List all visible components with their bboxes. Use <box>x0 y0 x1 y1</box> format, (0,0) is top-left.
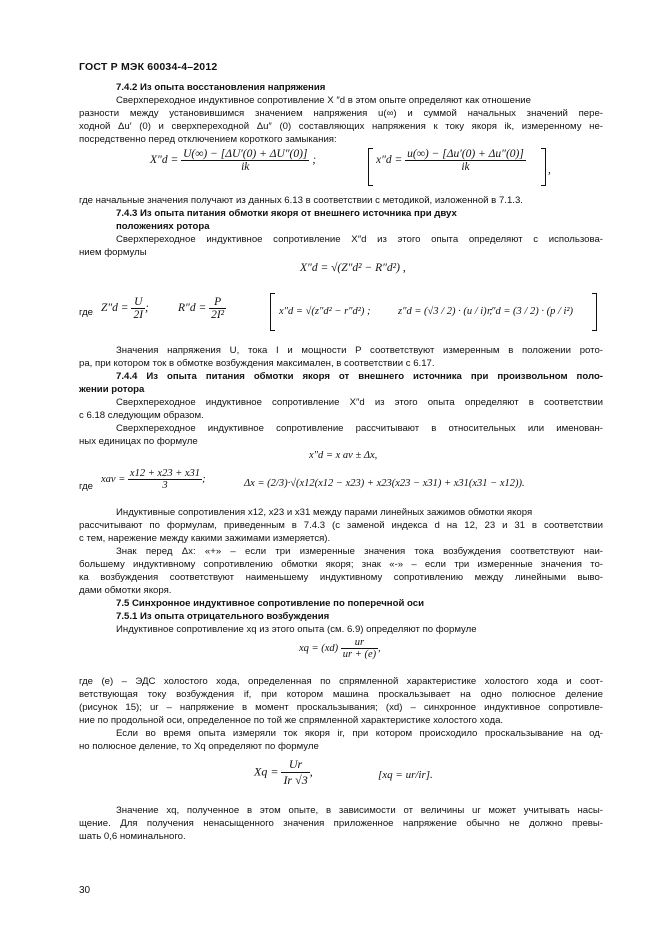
formula-fraction <box>131 296 145 321</box>
formula-denominator: ur + (e) <box>342 649 377 660</box>
formula-fraction <box>341 637 378 660</box>
paragraph-line: Сверхпереходное индуктивное сопротивление X″d из этого опыта определяют в соответствии <box>116 397 603 408</box>
paragraph-line: Сверхпереходное индуктивное сопротивление рассчитывают в относительных или именован- <box>116 423 603 434</box>
formula-numerator: Ur <box>281 757 309 773</box>
section-heading-7-5: 7.5 Синхронное индуктивное сопротивление по поперечной оси <box>116 598 424 609</box>
formula-denominator: 3 <box>162 480 168 491</box>
formula-fraction <box>128 468 202 491</box>
paragraph-line: ка возбуждения соответствуют наименьшему индуктивному сопротивлению между линейными выво- <box>79 572 603 583</box>
formula-xd-recovery <box>150 148 316 173</box>
paragraph-line: ходной Δu′ (0) и сверхпереходной Δu″ (0) составляющих напряжения к току якоря ik, измеренному не- <box>79 121 603 132</box>
formula-lhs: Xq = <box>254 764 279 779</box>
formula-fraction <box>181 148 309 173</box>
paragraph-line: но полюсное деление, то Xq определяют по формуле <box>79 741 319 752</box>
section-heading-7-4-2: 7.4.2 Из опыта восстановления напряжения <box>116 82 326 93</box>
formula-numerator: U <box>131 296 145 309</box>
formula-delta-x: Δx = (2/3)·√(x12(x12 − x23) + x23(x23 − x31) + x31(x31 − x12)). <box>244 478 525 489</box>
right-bracket <box>541 148 546 186</box>
formula-denominator: 2I <box>133 309 144 321</box>
formula-lhs: xav = <box>101 473 126 485</box>
paragraph-line: с 6.18 следующим образом. <box>79 410 204 421</box>
paragraph-line: ние по продольной оси, определенное по той же спрямленной характеристике холостого хода. <box>79 715 504 726</box>
formula-lhs: x″d = <box>376 154 403 167</box>
paragraph-line: рассчитывают по формулам, приведенным в 7.4.3 (с заменой индекса d на 12, 23 и 31 в соответствии <box>79 520 603 531</box>
section-heading-7-4-3: 7.4.3 Из опыта питания обмотки якоря от внешнего источника при двух <box>116 208 457 219</box>
formula-numerator: ur <box>341 637 378 649</box>
paragraph-line: Сверхпереходное индуктивное сопротивление X ″d в этом опыте определяют как отношение <box>116 95 532 106</box>
formula-lhs: R″d = <box>178 302 207 315</box>
paragraph-line: Значения напряжения U, тока I и мощности P соответствуют измеренным в положении рото- <box>116 345 603 356</box>
paragraph-line: посредственно перед отключением короткого замыкания: <box>79 134 337 145</box>
comma: , <box>378 642 381 654</box>
paragraph-line: дами обмотки якоря. <box>79 585 172 596</box>
comma: , <box>309 764 313 779</box>
formula-rd-pu: r″d = (3 / 2) · (p / i²) <box>487 306 574 317</box>
formula-tail: , <box>548 164 551 176</box>
paragraph-line: ветствующая току возбуждения if, при котором машина проскальзывает на одно полюсное деление <box>79 689 603 700</box>
formula-denominator: Ir √3 <box>283 773 308 787</box>
paragraph-line: Индуктивные сопротивления x12, x23 и x31 между парами линейных зажимов обмотки якоря <box>116 507 533 518</box>
paragraph-line: нием формулы <box>79 247 147 258</box>
paragraph-line: большему индуктивному сопротивлению обмотки якоря; знак «-» – если три измеренные значения то- <box>79 559 603 570</box>
formula-fraction <box>209 296 226 321</box>
paragraph-line: разности между установившимся значением напряжения u(∞) и суммой начальных значений пере- <box>79 108 603 119</box>
paragraph-line: щение. Для получения ненасыщенного значения приложенное напряжение обычно не должно превы- <box>79 818 603 829</box>
formula-numerator: u(∞) − [Δu′(0) + Δu″(0)] <box>407 148 524 160</box>
section-heading-7-5-1: 7.5.1 Из опыта отрицательного возбуждения <box>116 611 330 622</box>
formula-rd <box>178 296 226 321</box>
section-heading-7-4-4-cont: жении ротора <box>79 384 145 395</box>
formula-tail: ; <box>312 154 317 167</box>
formula-fraction <box>281 757 309 788</box>
where-label: где <box>79 481 94 492</box>
paragraph-line: ных единицах по формуле <box>79 436 198 447</box>
formula-zd <box>101 296 149 321</box>
formula-numerator: U(∞) − [ΔU′(0) + ΔU″(0)] <box>183 148 308 160</box>
formula-xd-pu: x″d = √(z″d² − r″d²) ; <box>279 306 371 317</box>
formula-xd-recovery-pu <box>376 148 526 173</box>
page-number: 30 <box>79 885 91 896</box>
left-bracket <box>368 148 373 186</box>
right-bracket <box>592 293 597 331</box>
formula-xd-average: x″d = x av ± Δx, <box>309 450 378 461</box>
paragraph-line: с тем, нарежение между какими зажимами измеряется). <box>79 533 331 544</box>
formula-numerator: x12 + x23 + x31 <box>129 468 201 479</box>
left-bracket <box>270 293 275 331</box>
paragraph-line: шать 0,6 номинального. <box>79 831 186 842</box>
document-header: ГОСТ Р МЭК 60034-4–2012 <box>79 61 218 73</box>
paragraph-line: Значение xq, полученное в этом опыте, в зависимости от величины ur может учитывать насы- <box>116 805 603 816</box>
paragraph-line: где (e) – ЭДС холостого хода, определенная по спрямленной характеристике холостого хода и соот- <box>79 676 603 687</box>
formula-xq <box>299 637 381 660</box>
paragraph-line: где начальные значения получают из данных 6.13 в соответствии с методикой, изложенной в 7.1.3. <box>79 195 523 206</box>
formula-denominator: 2I² <box>211 309 225 321</box>
section-heading-7-4-4: 7.4.4 Из опыта питания обмотки якоря от внешнего источника при произвольном поло- <box>116 371 603 382</box>
formula-denominator: ik <box>461 161 470 173</box>
formula-denominator: ik <box>241 161 250 173</box>
formula-fraction <box>405 148 526 173</box>
paragraph-line: (рисунок 15); ur – напряжение в момент проскальзывания; (xd) – синхронное индуктивное сопротивле- <box>79 702 603 713</box>
paragraph-line: ра, при котором ток в обмотке возбуждения максимален, в соответствии с 6.17. <box>79 358 435 369</box>
formula-lhs: Z″d = <box>101 302 129 315</box>
where-label: где <box>79 307 94 318</box>
paragraph-line: Сверхпереходное индуктивное сопротивление X″d из этого опыта определяют с использова- <box>116 234 603 245</box>
formula-xav <box>101 468 206 491</box>
paragraph-line: Знак перед Δx: «+» – если три измеренные значения тока возбуждения соответствуют наи- <box>116 546 603 557</box>
paragraph-line: Если во время опыта измеряли ток якоря ir, при котором происходило проскальзывание на од- <box>116 728 603 739</box>
formula-xq-bracket: [xq = ur/ir]. <box>378 769 433 781</box>
section-heading-7-4-3-cont: положениях ротора <box>116 221 210 232</box>
formula-lhs: xq = (xd) <box>299 642 339 654</box>
formula-zd-pu: z″d = (√3 / 2) · (u / i) ; <box>398 306 493 317</box>
formula-Xq-current <box>254 757 313 788</box>
semicolon: ; <box>202 473 206 485</box>
formula-lhs: X″d = <box>150 154 179 167</box>
paragraph-line: Индуктивное сопротивление xq из этого опыта (см. 6.9) определяют по формуле <box>116 624 477 635</box>
formula-numerator: P <box>209 296 226 309</box>
formula-xd-impedance: X″d = √(Z″d² − R″d²) , <box>300 262 406 274</box>
semicolon: ; <box>145 302 149 315</box>
